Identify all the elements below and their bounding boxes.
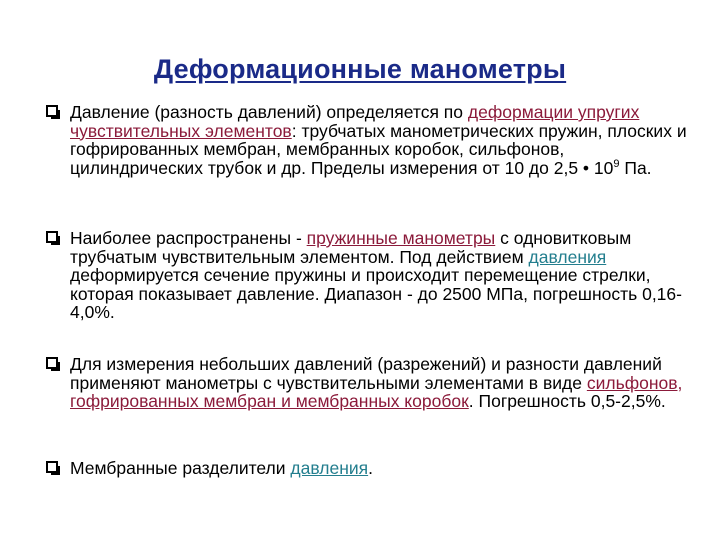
square-bullet-icon <box>46 231 58 243</box>
bullet-1-exponent: 9 <box>613 157 620 170</box>
bullet-1-pre: Давление (разность давлений) определяется по <box>70 102 468 122</box>
square-bullet-icon <box>46 357 58 369</box>
bullet-3-post: . Погрешность 0,5-2,5%. <box>468 391 666 411</box>
bullet-2-pre: Наиболее распространены - <box>70 228 307 248</box>
bullet-3-pre: Для измерения небольших давлений (разрежений) и разности давлений применяют манометры с чувствительными элементами в виде <box>70 354 662 393</box>
link-deformation[interactable]: деформации упругих чувствительных элементов <box>70 102 640 141</box>
bullet-4-pre: Мембранные разделители <box>70 458 291 478</box>
bullet-4-post: . <box>368 458 373 478</box>
bullet-text-4 <box>70 459 690 478</box>
bullet-2-post: деформируется сечение пружины и происходит перемещение стрелки, которая показывает давление. Диапазон - до 2500 МПа, погрешность 0,16-4,0%. <box>70 265 682 322</box>
bullet-1-post: : трубчатых манометрических пружин, плоских и гофрированных мембран, мембранных коробок, сильфонов, цилиндрических трубок и др. Пределы измерения от 10 до 2,5 • 10 <box>70 120 687 178</box>
link-spring-manometers[interactable]: пружинные манометры <box>306 228 496 248</box>
square-bullet-icon <box>46 461 58 473</box>
bullet-text-2 <box>70 229 690 322</box>
link-bellows-membranes[interactable]: сильфонов, гофрированных мембран и мембранных коробок <box>70 372 683 411</box>
link-pressure-2[interactable]: давления <box>290 458 369 478</box>
slide-title: Деформационные манометры <box>153 54 567 84</box>
bullet-text-3 <box>70 355 690 411</box>
bullet-2-mid: с одновитковым трубчатым чувствительным элементом. Под действием <box>70 228 632 267</box>
square-bullet-icon <box>46 105 58 117</box>
link-pressure[interactable]: давления <box>528 246 607 267</box>
bullet-1-tail: Па. <box>619 157 652 178</box>
bullet-text-1 <box>70 103 690 177</box>
